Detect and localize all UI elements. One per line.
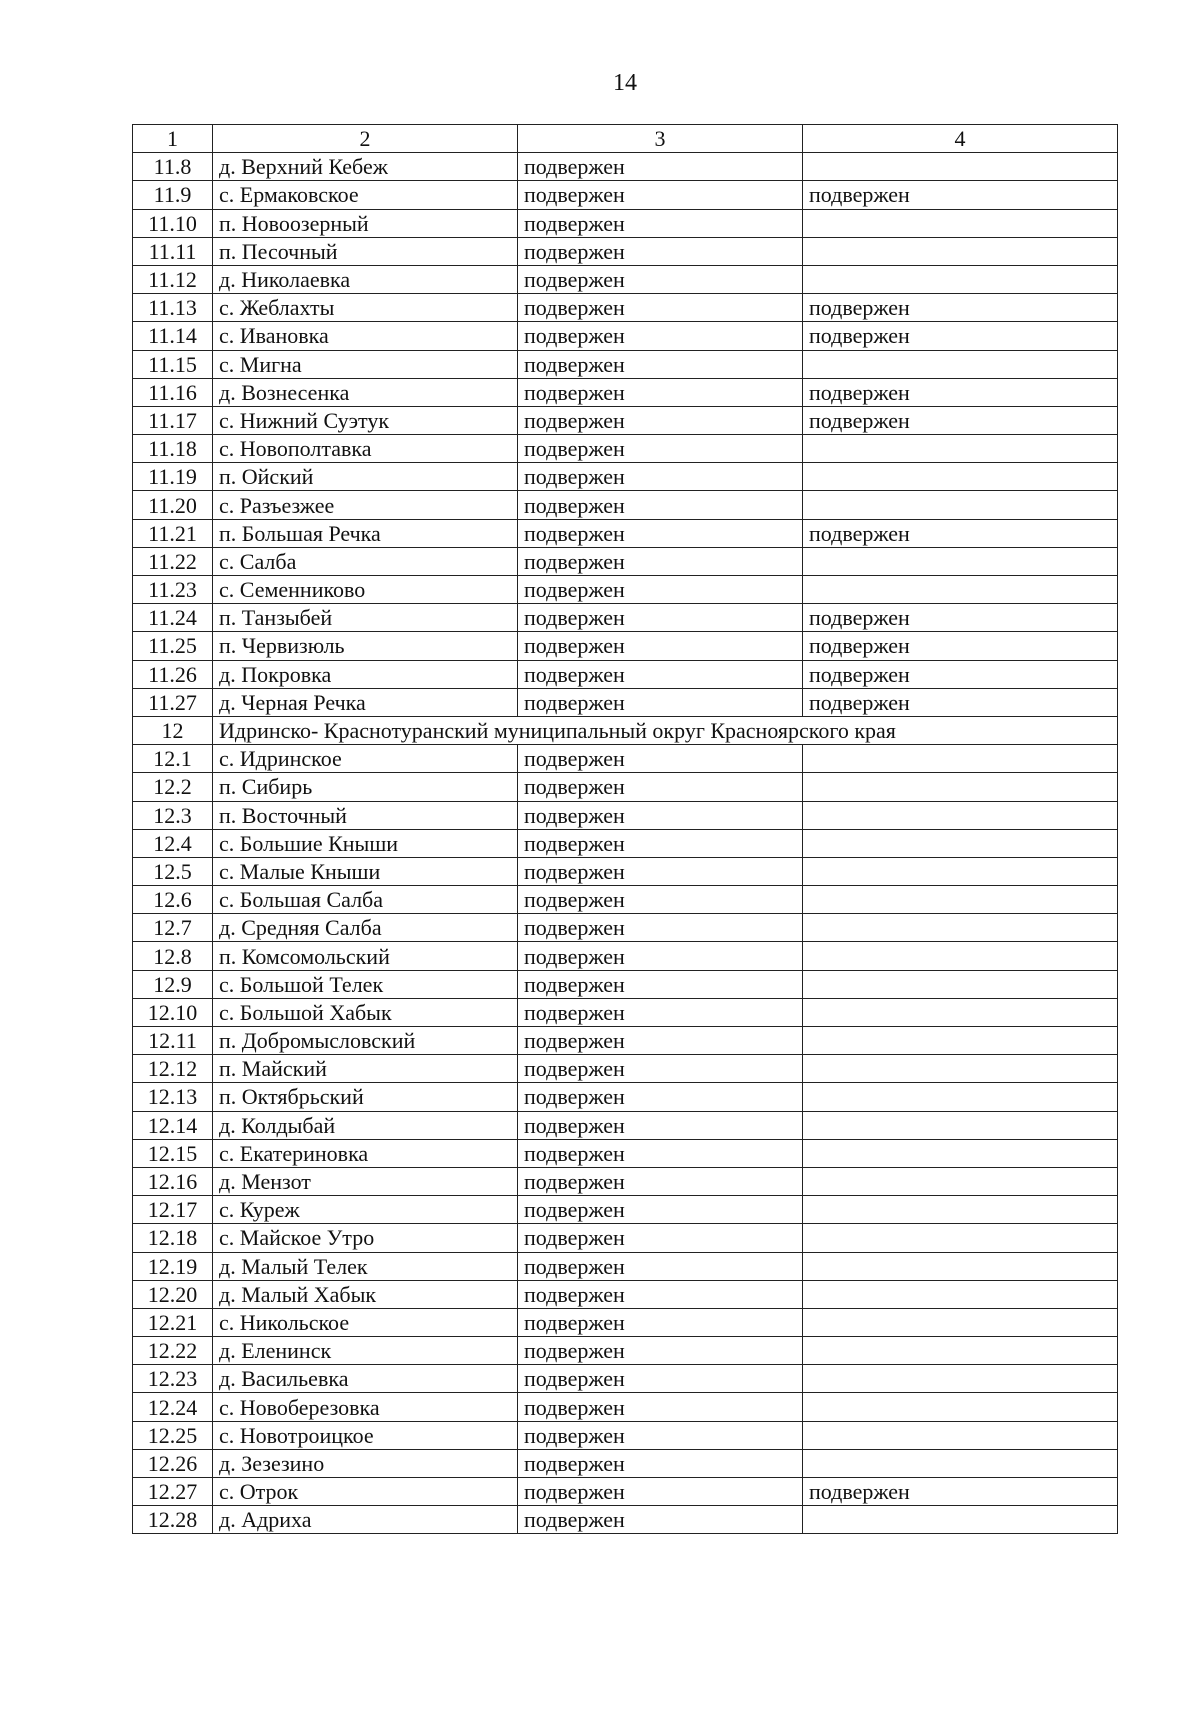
column-3-value: подвержен [518, 1449, 803, 1477]
column-4-value [803, 914, 1118, 942]
column-3-value: подвержен [518, 660, 803, 688]
row-number: 12.13 [133, 1083, 213, 1111]
settlement-name: с. Ивановка [213, 322, 518, 350]
column-3-value: подвержен [518, 463, 803, 491]
table-row [133, 1196, 1118, 1224]
row-number: 12.22 [133, 1337, 213, 1365]
table-row [133, 435, 1118, 463]
settlement-name: с. Разъезжее [213, 491, 518, 519]
row-number: 12.4 [133, 829, 213, 857]
column-4-value [803, 350, 1118, 378]
settlement-name: д. Васильевка [213, 1365, 518, 1393]
settlement-name: с. Салба [213, 547, 518, 575]
column-3-value: подвержен [518, 294, 803, 322]
page-number: 14 [613, 70, 637, 96]
header-col-2: 2 [213, 125, 518, 153]
column-3-value: подвержен [518, 632, 803, 660]
settlement-name: с. Куреж [213, 1196, 518, 1224]
column-4-value [803, 1167, 1118, 1195]
column-4-value [803, 1252, 1118, 1280]
column-4-value [803, 1506, 1118, 1534]
column-3-value: подвержен [518, 1196, 803, 1224]
column-4-value [803, 576, 1118, 604]
row-number: 11.19 [133, 463, 213, 491]
column-3-value: подвержен [518, 1252, 803, 1280]
column-3-value: подвержен [518, 1393, 803, 1421]
column-4-value [803, 801, 1118, 829]
column-3-value: подвержен [518, 914, 803, 942]
row-number: 12.20 [133, 1280, 213, 1308]
column-4-value: подвержен [803, 406, 1118, 434]
column-4-value [803, 1308, 1118, 1336]
column-3-value: подвержен [518, 181, 803, 209]
table-row [133, 181, 1118, 209]
settlement-name: д. Мензот [213, 1167, 518, 1195]
table-row [133, 1027, 1118, 1055]
row-number: 11.21 [133, 519, 213, 547]
column-4-value [803, 491, 1118, 519]
settlement-name: с. Мигна [213, 350, 518, 378]
column-3-value: подвержен [518, 1224, 803, 1252]
settlement-name: с. Семенниково [213, 576, 518, 604]
column-3-value: подвержен [518, 491, 803, 519]
settlement-name: д. Малый Телек [213, 1252, 518, 1280]
table-row [133, 1055, 1118, 1083]
settlement-name: п. Комсомольский [213, 942, 518, 970]
row-number: 12.28 [133, 1506, 213, 1534]
column-4-value [803, 942, 1118, 970]
column-4-value [803, 1111, 1118, 1139]
table-row [133, 1308, 1118, 1336]
settlement-name: с. Большие Кныши [213, 829, 518, 857]
table-row [133, 914, 1118, 942]
column-4-value: подвержен [803, 294, 1118, 322]
table-row [133, 1224, 1118, 1252]
column-4-value [803, 1083, 1118, 1111]
column-4-value [803, 1280, 1118, 1308]
row-number: 11.20 [133, 491, 213, 519]
column-3-value: подвержен [518, 322, 803, 350]
settlement-name: п. Восточный [213, 801, 518, 829]
settlement-name: с. Никольское [213, 1308, 518, 1336]
column-3-value: подвержен [518, 406, 803, 434]
column-3-value: подвержен [518, 1111, 803, 1139]
table-row [133, 998, 1118, 1026]
column-4-value [803, 1365, 1118, 1393]
row-number: 11.17 [133, 406, 213, 434]
table-row [133, 1421, 1118, 1449]
settlement-name: с. Большая Салба [213, 886, 518, 914]
header-col-4: 4 [803, 125, 1118, 153]
column-4-value: подвержен [803, 660, 1118, 688]
section-title: Идринско- Краснотуранский муниципальный округ Красноярского края [213, 716, 1118, 744]
settlement-name: п. Майский [213, 1055, 518, 1083]
row-number: 11.13 [133, 294, 213, 322]
row-number: 12.1 [133, 745, 213, 773]
column-4-value [803, 209, 1118, 237]
row-number: 12.26 [133, 1449, 213, 1477]
column-3-value: подвержен [518, 378, 803, 406]
row-number: 12.7 [133, 914, 213, 942]
column-4-value: подвержен [803, 519, 1118, 547]
column-3-value: подвержен [518, 1365, 803, 1393]
table-row [133, 1337, 1118, 1365]
column-4-value: подвержен [803, 688, 1118, 716]
column-4-value [803, 886, 1118, 914]
table-header-row [133, 125, 1118, 153]
column-3-value: подвержен [518, 576, 803, 604]
row-number: 12.18 [133, 1224, 213, 1252]
column-3-value: подвержен [518, 1280, 803, 1308]
column-4-value [803, 829, 1118, 857]
column-3-value: подвержен [518, 237, 803, 265]
row-number: 12.19 [133, 1252, 213, 1280]
table-row [133, 1478, 1118, 1506]
column-4-value [803, 773, 1118, 801]
row-number: 12.3 [133, 801, 213, 829]
table-row [133, 153, 1118, 181]
settlement-name: д. Вознесенка [213, 378, 518, 406]
table-row [133, 745, 1118, 773]
settlement-name: д. Средняя Салба [213, 914, 518, 942]
row-number: 12.2 [133, 773, 213, 801]
table-row [133, 604, 1118, 632]
settlements-table [132, 124, 1118, 1534]
header-col-3: 3 [518, 125, 803, 153]
settlement-name: с. Новополтавка [213, 435, 518, 463]
column-4-value: подвержен [803, 322, 1118, 350]
row-number: 12.10 [133, 998, 213, 1026]
row-number: 12.16 [133, 1167, 213, 1195]
settlement-name: с. Нижний Суэтук [213, 406, 518, 434]
settlement-name: с. Идринское [213, 745, 518, 773]
column-3-value: подвержен [518, 942, 803, 970]
row-number: 11.25 [133, 632, 213, 660]
row-number: 12.23 [133, 1365, 213, 1393]
column-3-value: подвержен [518, 688, 803, 716]
column-4-value [803, 1196, 1118, 1224]
table-row [133, 1506, 1118, 1534]
row-number: 12.14 [133, 1111, 213, 1139]
column-3-value: подвержен [518, 547, 803, 575]
table-row [133, 801, 1118, 829]
table-row [133, 773, 1118, 801]
column-3-value: подвержен [518, 1083, 803, 1111]
settlement-name: д. Покровка [213, 660, 518, 688]
table-row [133, 660, 1118, 688]
column-4-value [803, 1393, 1118, 1421]
column-4-value [803, 1139, 1118, 1167]
row-number: 11.15 [133, 350, 213, 378]
table-row [133, 1449, 1118, 1477]
settlement-name: с. Большой Телек [213, 970, 518, 998]
column-3-value: подвержен [518, 435, 803, 463]
table-row [133, 942, 1118, 970]
table-row [133, 1393, 1118, 1421]
column-3-value: подвержен [518, 998, 803, 1026]
settlement-name: п. Ойский [213, 463, 518, 491]
row-number: 12 [133, 716, 213, 744]
settlement-name: п. Песочный [213, 237, 518, 265]
column-4-value: подвержен [803, 604, 1118, 632]
column-4-value [803, 1224, 1118, 1252]
column-4-value: подвержен [803, 632, 1118, 660]
column-4-value [803, 463, 1118, 491]
settlement-name: п. Червизюль [213, 632, 518, 660]
row-number: 11.10 [133, 209, 213, 237]
settlement-name: п. Новоозерный [213, 209, 518, 237]
header-col-1: 1 [133, 125, 213, 153]
row-number: 11.12 [133, 265, 213, 293]
table-row [133, 688, 1118, 716]
table-row [133, 1083, 1118, 1111]
settlement-name: д. Колдыбай [213, 1111, 518, 1139]
row-number: 11.22 [133, 547, 213, 575]
table-row [133, 829, 1118, 857]
column-4-value [803, 153, 1118, 181]
settlement-name: д. Еленинск [213, 1337, 518, 1365]
row-number: 12.15 [133, 1139, 213, 1167]
column-4-value [803, 547, 1118, 575]
settlement-name: с. Большой Хабык [213, 998, 518, 1026]
settlement-name: с. Жеблахты [213, 294, 518, 322]
row-number: 12.6 [133, 886, 213, 914]
settlement-name: д. Верхний Кебеж [213, 153, 518, 181]
column-3-value: подвержен [518, 801, 803, 829]
settlement-name: с. Ермаковское [213, 181, 518, 209]
table-row [133, 1111, 1118, 1139]
settlement-name: п. Октябрьский [213, 1083, 518, 1111]
column-4-value: подвержен [803, 1478, 1118, 1506]
column-3-value: подвержен [518, 1027, 803, 1055]
row-number: 12.8 [133, 942, 213, 970]
table-row [133, 406, 1118, 434]
row-number: 11.9 [133, 181, 213, 209]
settlement-name: п. Добромысловский [213, 1027, 518, 1055]
column-3-value: подвержен [518, 1478, 803, 1506]
settlement-name: п. Сибирь [213, 773, 518, 801]
column-3-value: подвержен [518, 1506, 803, 1534]
table-row [133, 1280, 1118, 1308]
column-3-value: подвержен [518, 886, 803, 914]
column-3-value: подвержен [518, 857, 803, 885]
table-row [133, 294, 1118, 322]
row-number: 12.17 [133, 1196, 213, 1224]
column-4-value [803, 237, 1118, 265]
column-4-value [803, 1337, 1118, 1365]
row-number: 12.5 [133, 857, 213, 885]
table-row [133, 519, 1118, 547]
table-row [133, 209, 1118, 237]
table-row [133, 857, 1118, 885]
table-row [133, 886, 1118, 914]
column-3-value: подвержен [518, 1167, 803, 1195]
column-3-value: подвержен [518, 745, 803, 773]
row-number: 12.24 [133, 1393, 213, 1421]
column-3-value: подвержен [518, 350, 803, 378]
table-row [133, 1252, 1118, 1280]
table-row [133, 322, 1118, 350]
table-row [133, 547, 1118, 575]
column-4-value [803, 1055, 1118, 1083]
column-3-value: подвержен [518, 1421, 803, 1449]
settlement-name: п. Большая Речка [213, 519, 518, 547]
table-row [133, 1365, 1118, 1393]
table-row [133, 265, 1118, 293]
settlement-name: д. Малый Хабык [213, 1280, 518, 1308]
row-number: 12.25 [133, 1421, 213, 1449]
column-3-value: подвержен [518, 829, 803, 857]
row-number: 11.23 [133, 576, 213, 604]
settlement-name: п. Танзыбей [213, 604, 518, 632]
table-row [133, 970, 1118, 998]
table-row [133, 576, 1118, 604]
column-4-value [803, 745, 1118, 773]
column-4-value [803, 857, 1118, 885]
row-number: 12.27 [133, 1478, 213, 1506]
row-number: 12.9 [133, 970, 213, 998]
table-row [133, 1167, 1118, 1195]
settlement-name: с. Екатериновка [213, 1139, 518, 1167]
row-number: 12.11 [133, 1027, 213, 1055]
column-4-value [803, 970, 1118, 998]
column-4-value [803, 435, 1118, 463]
settlement-name: с. Отрок [213, 1478, 518, 1506]
settlement-name: с. Малые Кныши [213, 857, 518, 885]
row-number: 12.21 [133, 1308, 213, 1336]
column-3-value: подвержен [518, 970, 803, 998]
settlement-name: д. Зезезино [213, 1449, 518, 1477]
column-4-value [803, 998, 1118, 1026]
row-number: 11.24 [133, 604, 213, 632]
table-row [133, 378, 1118, 406]
column-4-value [803, 265, 1118, 293]
settlement-name: д. Николаевка [213, 265, 518, 293]
column-4-value: подвержен [803, 378, 1118, 406]
row-number: 11.14 [133, 322, 213, 350]
table-body [133, 125, 1118, 1534]
column-3-value: подвержен [518, 1308, 803, 1336]
table-row [133, 237, 1118, 265]
column-3-value: подвержен [518, 519, 803, 547]
settlement-name: с. Новоберезовка [213, 1393, 518, 1421]
column-4-value [803, 1027, 1118, 1055]
table-row [133, 1139, 1118, 1167]
column-3-value: подвержен [518, 153, 803, 181]
section-row [133, 716, 1118, 744]
settlement-name: с. Майское Утро [213, 1224, 518, 1252]
table-row [133, 632, 1118, 660]
settlement-name: д. Адриха [213, 1506, 518, 1534]
row-number: 11.8 [133, 153, 213, 181]
row-number: 11.16 [133, 378, 213, 406]
row-number: 11.11 [133, 237, 213, 265]
settlement-name: д. Черная Речка [213, 688, 518, 716]
table-row [133, 491, 1118, 519]
column-4-value [803, 1449, 1118, 1477]
row-number: 12.12 [133, 1055, 213, 1083]
row-number: 11.26 [133, 660, 213, 688]
row-number: 11.18 [133, 435, 213, 463]
column-3-value: подвержен [518, 604, 803, 632]
row-number: 11.27 [133, 688, 213, 716]
column-3-value: подвержен [518, 1055, 803, 1083]
column-4-value: подвержен [803, 181, 1118, 209]
column-4-value [803, 1421, 1118, 1449]
column-3-value: подвержен [518, 1139, 803, 1167]
column-3-value: подвержен [518, 265, 803, 293]
column-3-value: подвержен [518, 1337, 803, 1365]
column-3-value: подвержен [518, 773, 803, 801]
table-row [133, 463, 1118, 491]
table-row [133, 350, 1118, 378]
column-3-value: подвержен [518, 209, 803, 237]
settlement-name: с. Новотроицкое [213, 1421, 518, 1449]
